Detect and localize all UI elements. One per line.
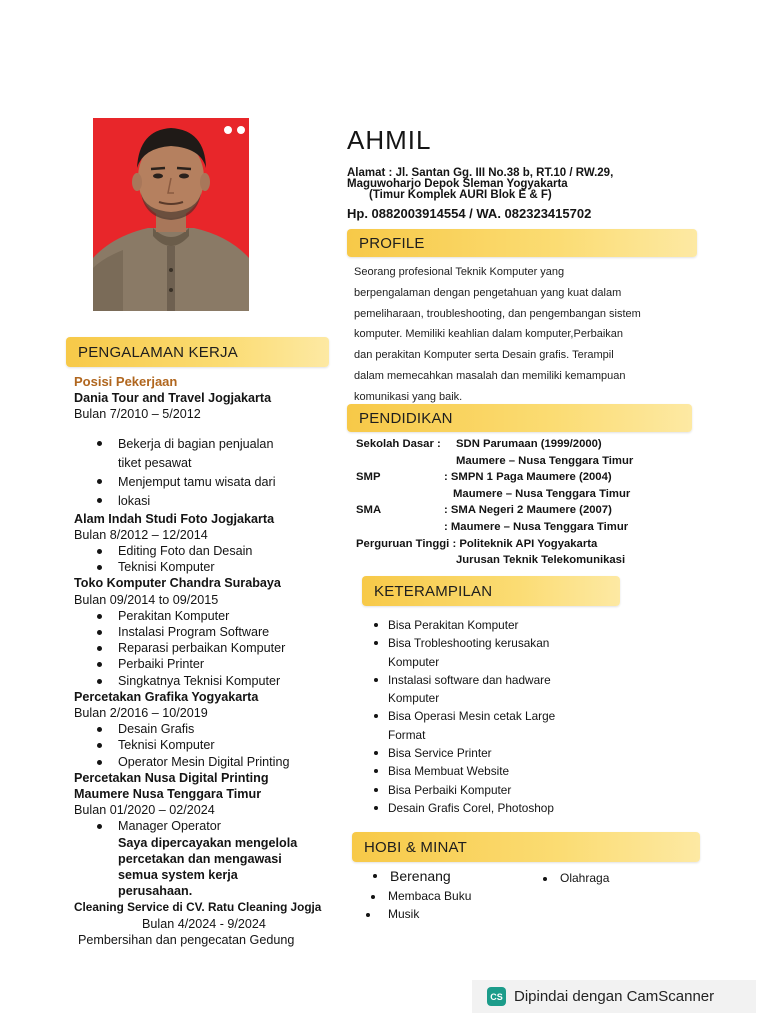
experience-heading: PENGALAMAN KERJA — [66, 337, 329, 367]
address — [347, 168, 613, 201]
profile-line: dalam memecahkan masalah dan memiliki kemampuan — [354, 369, 626, 382]
job-description — [74, 835, 354, 900]
hobby-item: Berenang — [390, 868, 451, 884]
hobby-item: Musik — [388, 907, 420, 921]
company-name: Dania Tour and Travel Jogjakarta — [74, 391, 272, 406]
company-name: Percetakan Nusa Digital Printing — [74, 770, 269, 785]
job-note: Pembersihan dan pengecatan Gedung — [78, 932, 295, 947]
education-row — [356, 536, 686, 553]
job-period: Bulan 8/2012 – 12/2014 — [74, 527, 208, 542]
list-item: Bisa Membuat Website — [388, 762, 628, 780]
candidate-name: AHMIL — [347, 125, 432, 155]
description-line: perusahaan. — [118, 884, 193, 899]
position-subheading: Posisi Pekerjaan — [74, 374, 178, 389]
education-row — [356, 552, 686, 569]
address-line: (Timur Komplek AURI Blok E & F) — [369, 189, 552, 201]
experience-list — [74, 374, 354, 948]
job-period: Bulan 2/2016 – 10/2019 — [74, 706, 208, 721]
hobby-item: Olahraga — [560, 871, 610, 885]
profile-line: pemeliharaan, troubleshooting, dan pengembangan sistem — [354, 307, 641, 320]
list-item: Editing Foto dan Desain — [118, 543, 354, 559]
list-item: tiket pesawat — [118, 455, 192, 470]
list-item: Menjemput tamu wisata dari — [118, 473, 354, 492]
list-item: Reparasi perbaikan Komputer — [118, 640, 354, 656]
education-school: : SMA Negeri 2 Maumere (2007) — [444, 504, 612, 517]
education-row — [356, 502, 686, 519]
job-duties — [74, 608, 354, 689]
education-row — [356, 486, 686, 503]
list-item: Bisa Service Printer — [388, 744, 628, 762]
list-item: Teknisi Komputer — [118, 559, 354, 575]
skills-heading: KETERAMPILAN — [362, 576, 620, 606]
education-location: : Maumere – Nusa Tenggara Timur — [444, 520, 629, 533]
company-name: Percetakan Grafika Yogyakarta — [74, 689, 259, 704]
list-item: Bisa Perbaiki Komputer — [388, 781, 628, 799]
job-duties — [74, 543, 354, 575]
education-row — [356, 469, 686, 486]
hobby-item: Membaca Buku — [388, 889, 472, 903]
phone-number: Hp. 0882003914554 / WA. 082323415702 — [347, 206, 592, 221]
camscanner-logo-icon: CS — [487, 987, 506, 1006]
profile-heading: PROFILE — [347, 229, 697, 257]
education-location: Maumere – Nusa Tenggara Timur — [456, 454, 634, 467]
education-college: Perguruan Tinggi : Politeknik API Yogyakarta — [356, 537, 598, 550]
list-item: Teknisi Komputer — [118, 737, 354, 753]
list-item: Bisa Perakitan Komputer — [388, 616, 628, 634]
job-duties — [74, 435, 354, 511]
list-item: Perakitan Komputer — [118, 608, 354, 624]
education-school: : SMPN 1 Paga Maumere (2004) — [444, 471, 612, 484]
list-item: Bekerja di bagian penjualan — [118, 435, 354, 454]
list-item: lokasi — [118, 492, 354, 511]
education-heading: PENDIDIKAN — [347, 404, 692, 432]
job-period: Bulan 7/2010 – 5/2012 — [74, 407, 201, 422]
list-item-continuation: Komputer — [388, 654, 440, 669]
list-item-continuation: Komputer — [388, 691, 440, 706]
list-item: Singkatnya Teknisi Komputer — [118, 673, 354, 689]
company-location: Maumere Nusa Tenggara Timur — [74, 787, 262, 802]
job-duties — [74, 818, 354, 834]
profile-photo — [93, 118, 249, 311]
education-row — [356, 453, 686, 470]
list-item: Desain Grafis Corel, Photoshop — [388, 799, 628, 817]
education-major: Jurusan Teknik Telekomunikasi — [456, 554, 626, 567]
profile-line: Seorang profesional Teknik Komputer yang — [354, 266, 565, 278]
list-item: Bisa Operasi Mesin cetak Large — [388, 707, 628, 725]
list-item: Desain Grafis — [118, 721, 354, 737]
description-line: semua system kerja — [118, 868, 238, 883]
list-item: Bisa Trobleshooting kerusakan — [388, 634, 628, 652]
profile-summary — [354, 262, 694, 408]
job-duties — [74, 721, 354, 770]
education-label: SMA — [356, 504, 382, 517]
hobbies-heading: HOBI & MINAT — [352, 832, 700, 862]
education-row — [356, 436, 686, 453]
description-line: percetakan dan mengawasi — [118, 851, 282, 866]
education-list — [356, 436, 686, 569]
job-period: Bulan 09/2014 to 09/2015 — [74, 592, 219, 607]
description-line: Saya dipercayakan mengelola — [118, 835, 298, 850]
camscanner-watermark — [472, 980, 756, 1013]
education-label: Sekolah Dasar : — [356, 438, 441, 450]
skills-list — [370, 616, 628, 817]
job-period: Bulan 4/2024 - 9/2024 — [142, 916, 266, 931]
list-item: Manager Operator — [118, 818, 354, 834]
job-period: Bulan 01/2020 – 02/2024 — [74, 803, 215, 818]
list-item: Perbaiki Printer — [118, 656, 354, 672]
company-name: Cleaning Service di CV. Ratu Cleaning Jogja — [74, 900, 322, 915]
camscanner-label: Dipindai dengan CamScanner — [514, 988, 715, 1005]
company-name: Toko Komputer Chandra Surabaya — [74, 576, 281, 591]
profile-line: komunikasi yang baik. — [354, 390, 463, 403]
address-line: Alamat : Jl. Santan Gg. III No.38 b, RT.10 / RW.29, — [347, 167, 614, 179]
list-item: Instalasi software dan hadware — [388, 671, 628, 689]
education-row — [356, 519, 686, 536]
education-label: SMP — [356, 471, 381, 484]
list-item: Operator Mesin Digital Printing — [118, 754, 354, 770]
list-item: Instalasi Program Software — [118, 624, 354, 640]
education-school: SDN Parumaan (1999/2000) — [456, 438, 602, 450]
profile-line: dan perakitan Komputer serta Desain grafis. Terampil — [354, 349, 614, 362]
profile-line: komputer. Memiliki keahlian dalam komputer,Perbaikan — [354, 328, 624, 341]
profile-line: berpengalaman dengan pengetahuan yang kuat dalam — [354, 286, 622, 299]
address-line: Maguwoharjo Depok Sleman Yogyakarta — [347, 178, 568, 190]
education-location: Maumere – Nusa Tenggara Timur — [453, 487, 631, 500]
list-item-continuation: Format — [388, 727, 426, 742]
company-name: Alam Indah Studi Foto Jogjakarta — [74, 511, 275, 526]
